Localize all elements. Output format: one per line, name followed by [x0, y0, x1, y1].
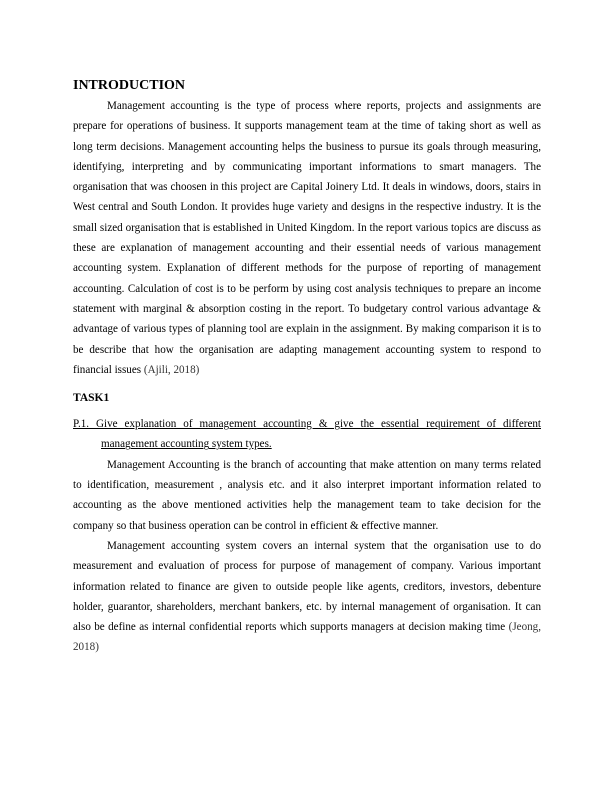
intro-citation: (Ajili, 2018)	[143, 363, 200, 376]
paragraph-2: Management Accounting is the branch of accounting that make attention on many terms related to identification, measurement , analysis etc. and it also interpret important information related to accounting as the above mentioned activities help the management team to take decision for the company so that business operation can be control in efficient & effective manner.	[73, 458, 541, 532]
paragraph-3	[73, 536, 541, 658]
task-heading: TASK1	[73, 392, 110, 405]
paragraph-3-citation: (Jeong, 2018)	[73, 621, 541, 654]
intro-paragraph-text: Management accounting is the type of process where reports, projects and assignments are prepare for operations of business. It supports management team at the time of taking short as well as long term decisions. Management accounting helps the business to pursue its goals through measuring, identifying, interpreting and by communicating important informations to smart managers. The organisation that was choosen in this project are Capital Joinery Ltd. It deals in windows, doors, stairs in West central and South London. It provides huge variety and designs in the respective industry. It is the small sized organisation that is established in United Kingdom. In the report various topics are discuss as these are explanation of management accounting and their essential needs of various management accounting system. Explanation of different methods for the purpose of reporting of management accounting. Calculation of cost is to be perform by using cost analysis techniques to prepare an income statement with marginal & absorption costing in the report. To budgetary control various advantage & advantage of various types of planning tool are explain in the assignment. By making comparison it is to be describe that how the organisation are adapting management accounting system to respond to financial issues	[73, 100, 541, 376]
paragraph-3-text: Management accounting system covers an internal system that the organisation use to do measurement and evaluation of process for purpose of management of company. Various important information related to finance are given to outside people like agents, creditors, investors, debenture holder, guarantor, shareholders, merchant bankers, etc. by internal management of organisation. It can also be define as internal confidential reports which supports managers at decision making time	[73, 539, 541, 634]
document-page	[73, 76, 541, 658]
question-heading: P.1. Give explanation of management accounting & give the essential requirement of different management accounting system types.	[73, 418, 541, 451]
introduction-heading: INTRODUCTION	[73, 78, 186, 93]
intro-paragraph	[73, 96, 541, 380]
